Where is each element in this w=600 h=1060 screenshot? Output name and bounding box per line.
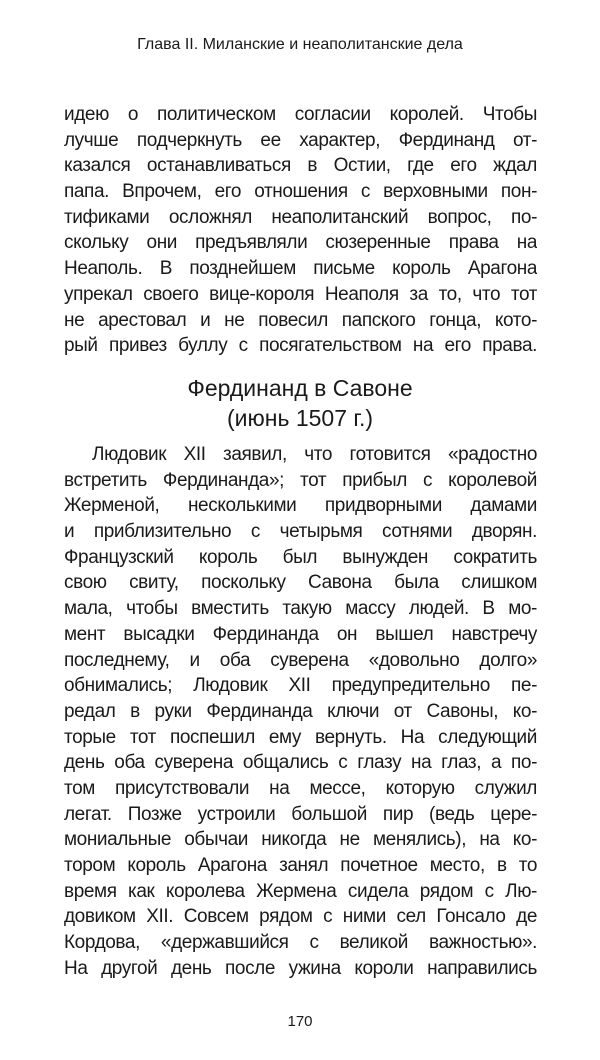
- text-line: мониальные обычаи никогда не менялись), на ко-: [64, 829, 537, 851]
- text-line: папа. Впрочем, его отношения с верховными пон-: [64, 181, 537, 203]
- text-line: редал в руки Фердинанда ключи от Савоны, ко-: [64, 700, 537, 722]
- text-line: Жерменой, несколькими придворными дамами: [64, 495, 537, 517]
- section-title: Фердинанд в Савоне: [187, 375, 413, 401]
- paragraph-1: [64, 102, 537, 359]
- text-line: тором король Арагона занял почетное место, в то: [64, 855, 537, 876]
- section-subtitle: (июнь 1507 г.): [226, 405, 374, 431]
- text-line: том присутствовали на мессе, которую служил: [64, 777, 537, 799]
- text-line: торые тот поспешил ему вернуть. На следующий: [64, 726, 537, 748]
- text-line: и приблизительно с четырьмя сотнями дворян.: [64, 521, 537, 543]
- text-line: легат. Позже устроили большой пир (ведь цере-: [64, 803, 537, 825]
- text-line: Людовик XII заявил, что готовится «радостно: [92, 444, 537, 465]
- text-line: идею о политическом согласии королей. Чтобы: [64, 104, 537, 125]
- text-line: мент высадки Фердинанда он вышел навстречу: [64, 623, 537, 645]
- text-line: день оба суверена общались с глазу на глаз, а по-: [64, 752, 537, 774]
- text-line: рый привез буллу с посягательством на его права.: [64, 335, 537, 357]
- text-line: не арестовал и не повесил папского гонца, кото-: [64, 309, 537, 331]
- text-line: Неаполь. В позднейшем письме король Арагона: [64, 258, 537, 280]
- text-line: Кордова, «державшийся с великой важностью».: [64, 932, 537, 954]
- text-line: тификами осложнял неаполитанский вопрос, по-: [64, 206, 537, 228]
- text-line: последнему, и оба суверена «довольно долго»: [64, 649, 537, 671]
- running-header: Глава II. Миланские и неаполитанские дела: [137, 36, 463, 53]
- text-line: встретить Фердинанда»; тот прибыл с королевой: [64, 469, 537, 491]
- text-line: упрекал своего вице-короля Неаполя за то, что тот: [64, 283, 537, 305]
- text-line: мала, чтобы вместить такую массу людей. В мо-: [64, 598, 537, 620]
- paragraph-2: [64, 442, 537, 981]
- text-line: обнимались; Людовик XII предупредительно пе-: [64, 675, 537, 697]
- text-line: довиком XII. Совсем рядом с ними сел Гонсало де: [64, 906, 537, 928]
- text-line: скольку они предъявляли сюзеренные права на: [64, 232, 537, 254]
- text-line: казался останавливаться в Остии, где его ждал: [64, 155, 537, 177]
- page-number: 170: [287, 1013, 313, 1030]
- text-line: Французский король был вынужден сократить: [64, 546, 537, 568]
- text-line: свою свиту, поскольку Савона была слишком: [64, 572, 537, 594]
- text-line: время как королева Жермена сидела рядом с Лю-: [64, 880, 537, 902]
- text-line: лучше подчеркнуть ее характер, Фердинанд от-: [64, 129, 537, 151]
- text-line: На другой день после ужина короли направились: [64, 957, 537, 979]
